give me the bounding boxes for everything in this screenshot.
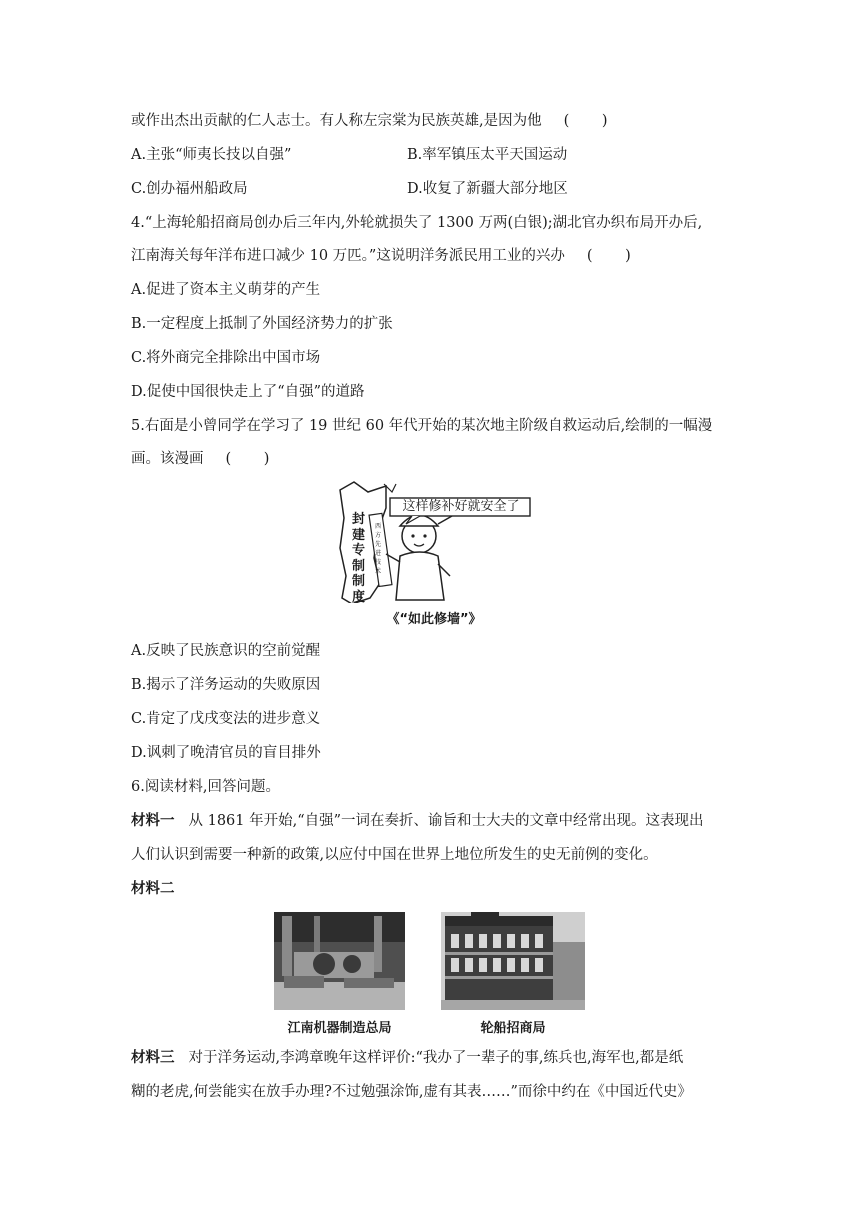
- q4-stem-line1: 4.“上海轮船招商局创办后三年内,外轮就损失了 1300 万两(白银);湖北官办织布局开办后,: [131, 215, 703, 231]
- material-2-label: 材料二: [131, 880, 175, 897]
- speech-text: 这样修补好就安全了: [402, 499, 520, 514]
- building-photo-drawing: [441, 912, 585, 1010]
- factory-photo-drawing: [274, 912, 405, 1010]
- q3-option-d: D.收复了新疆大部分地区: [407, 181, 568, 197]
- q4-option-d: D.促使中国很快走上了“自强”的道路: [131, 384, 365, 400]
- q5-stem-line2: 画。该漫画 ( ): [131, 451, 284, 467]
- official-robe: [396, 552, 444, 600]
- building-photo: [441, 912, 585, 1010]
- q3-option-a: A.主张“师夷长技以自强”: [131, 147, 292, 163]
- cartoon-caption: 《“如此修墙”》: [386, 612, 482, 627]
- q3-option-c: C.创办福州船政局: [131, 181, 248, 197]
- q5-stem-line1: 5.右面是小曾同学在学习了 19 世纪 60 年代开始的某次地主阶级自救运动后,绘制的一幅漫: [131, 418, 713, 434]
- q5-option-c: C.肯定了戊戌变法的进步意义: [131, 711, 321, 727]
- eye-right: [423, 534, 426, 537]
- wall-text: 封建专制制度: [352, 512, 366, 605]
- q5-option-a: A.反映了民族意识的空前觉醒: [131, 643, 321, 659]
- q4-option-b: B.一定程度上抵制了外国经济势力的扩张: [131, 316, 393, 332]
- q4-stem-line2: 江南海关每年洋布进口减少 10 万匹。”这说明洋务派民用工业的兴办 ( ): [131, 248, 645, 264]
- material-3-line2: 糊的老虎,何尝能实在放手办理?不过勉强涂饰,虚有其表……”而徐中约在《中国近代史》: [131, 1084, 692, 1100]
- q6-stem: 6.阅读材料,回答问题。: [131, 779, 280, 795]
- answer-bracket: ( ): [225, 451, 284, 467]
- hat-feather: [438, 516, 452, 524]
- photo-caption-1: 江南机器制造总局: [287, 1021, 392, 1036]
- answer-bracket: ( ): [563, 113, 622, 129]
- q3-stem: 或作出杰出贡献的仁人志士。有人称左宗棠为民族英雄,是因为他 ( ): [131, 113, 622, 129]
- factory-photo: [274, 912, 405, 1010]
- material-1-line1: 材料一 从 1861 年开始,“自强”一词在奏折、谕旨和士大夫的文章中经常出现。这表现出: [131, 812, 704, 829]
- photo-caption-2: 轮船招商局: [480, 1021, 546, 1036]
- patch-text: 西方先进技术: [375, 523, 382, 575]
- material-1-label: 材料一: [131, 812, 175, 829]
- material-3-label: 材料三: [131, 1049, 175, 1066]
- eye-left: [411, 534, 414, 537]
- q4-option-a: A.促进了资本主义萌芽的产生: [131, 282, 321, 298]
- q3-option-b: B.率军镇压太平天国运动: [407, 147, 568, 163]
- cartoon-figure: [334, 478, 534, 628]
- material-3-line1: 材料三 对于洋务运动,李鸿章晚年这样评价:“我办了一辈子的事,练兵也,海军也,都是纸: [131, 1049, 684, 1066]
- q5-option-b: B.揭示了洋务运动的失败原因: [131, 677, 321, 693]
- q4-option-c: C.将外商完全排除出中国市场: [131, 350, 321, 366]
- q5-option-d: D.讽刺了晚清官员的盲目排外: [131, 745, 321, 761]
- answer-bracket: ( ): [586, 248, 645, 264]
- material-1-line2: 人们认识到需要一种新的政策,以应付中国在世界上地位所发生的史无前例的变化。: [131, 847, 658, 863]
